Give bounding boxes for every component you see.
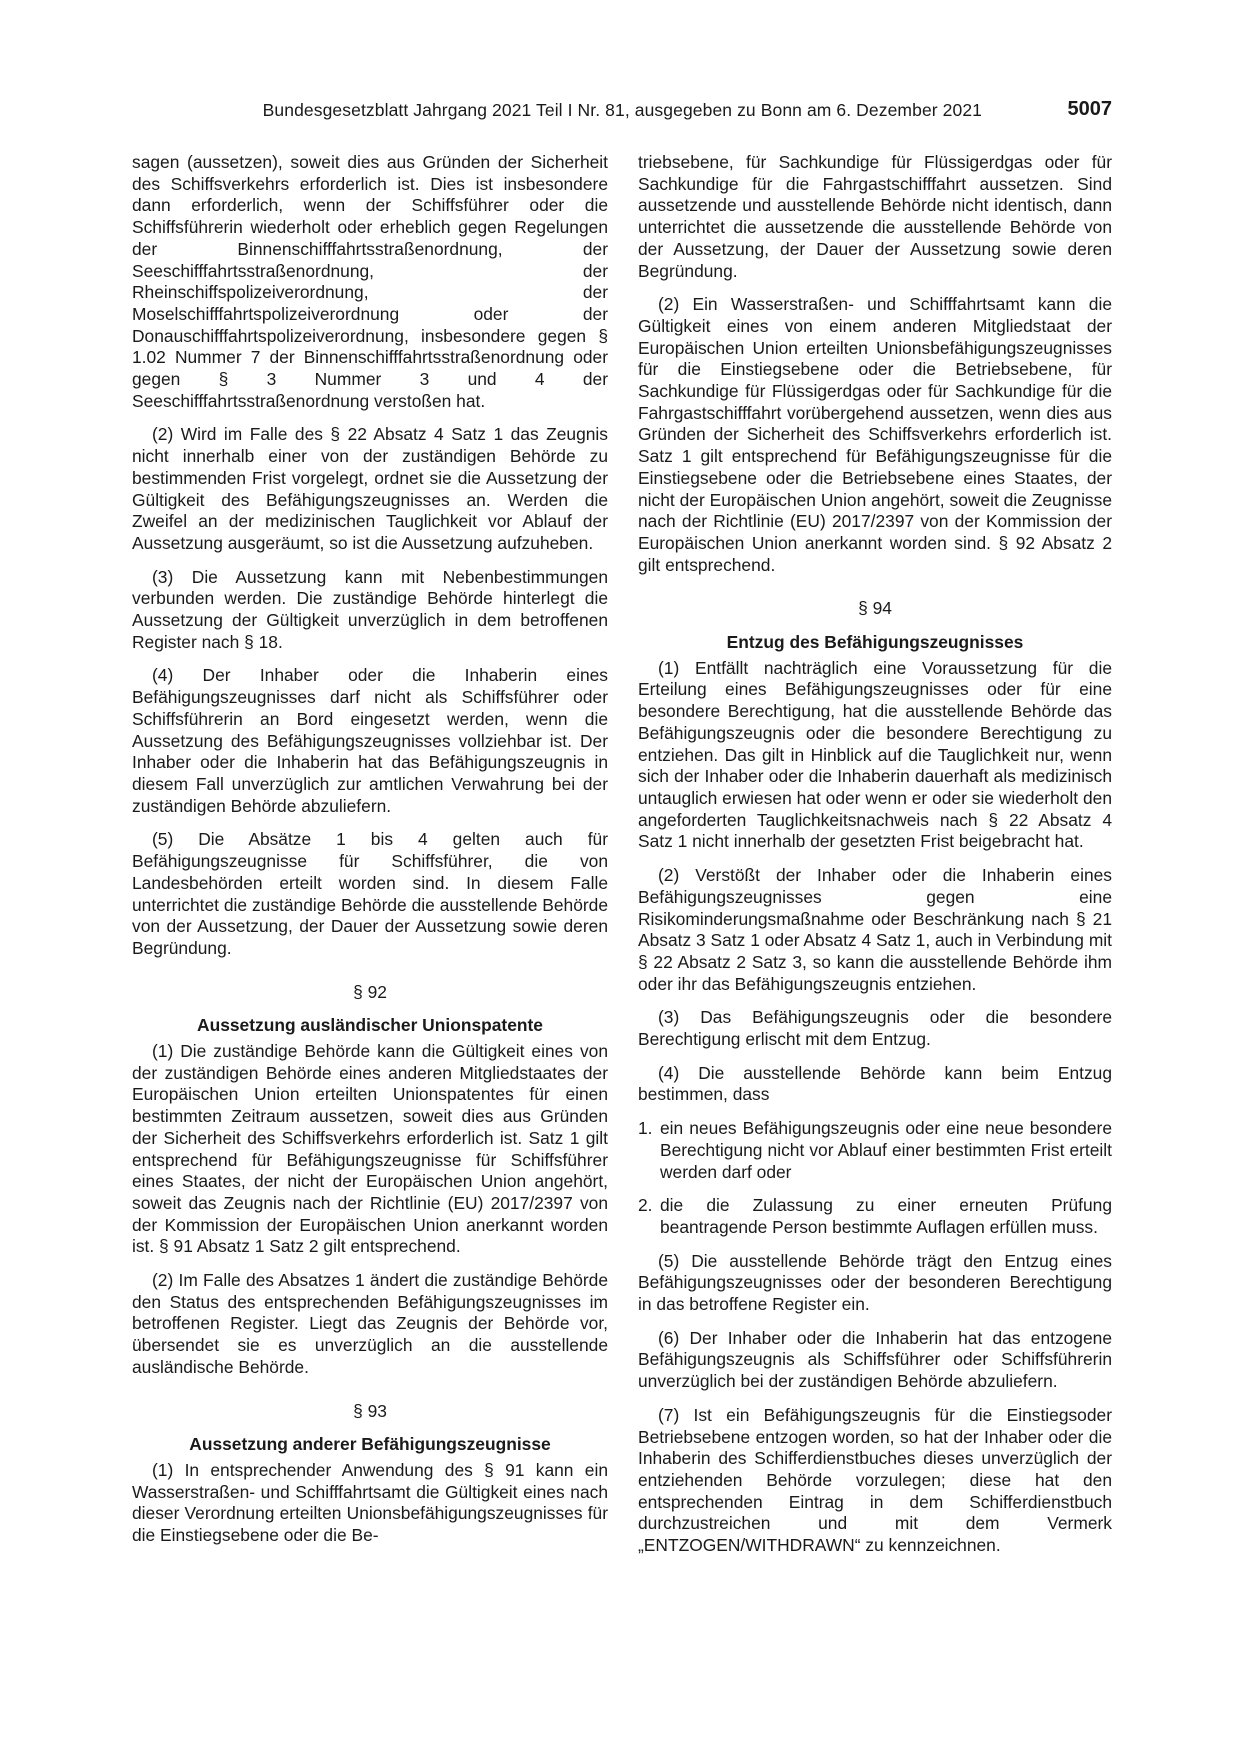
section-number: § 93 — [353, 1400, 387, 1421]
list-item — [638, 1195, 1112, 1238]
page-header — [132, 100, 1112, 130]
list-item-text: die die Zulassung zu einer erneuten Prüfung beantragende Person bestimmte Auflagen erfüllen muss. — [660, 1195, 1112, 1237]
paragraph: (7) Ist ein Befähigungszeugnis für die Einstiegsoder Betriebsebene entzogen worden, so hat der Inhaber oder die Inhaberin des Schifferdienstbuches dieses unverzüglich der entziehenden Behörde vorzulegen; diese hat den entsprechenden Eintrag in dem Schifferdienstbuch durchzustreichen und mit dem Vermerk „ENTZOGEN/WITHDRAWN“ zu kennzeichnen. — [638, 1404, 1112, 1556]
paragraph: (1) Entfällt nachträglich eine Voraussetzung für die Erteilung eines Befähigungszeugnisses oder für eine besondere Berechtigung, hat die ausstellende Behörde das Befähigungszeugnis oder die besondere Berechtigung zu entziehen. Das gilt in Hinblick auf die Tauglichkeit nur, wenn sich der Inhaber oder die Inhaberin dauerhaft als medizinisch untauglich erwiesen hat oder wenn er oder sie wiederholt den angeforderten Tauglichkeitsnachweis nach § 22 Absatz 4 Satz 1 nicht innerhalb der gesetzten Frist beigebracht hat. — [638, 657, 1112, 852]
right-column — [638, 152, 1112, 1569]
paragraph: (3) Die Aussetzung kann mit Nebenbestimmungen verbunden werden. Die zuständige Behörde hinterlegt die Aussetzung der Gültigkeit unverzüglich in dem betroffenen Register nach § 18. — [132, 566, 608, 652]
paragraph: (5) Die Absätze 1 bis 4 gelten auch für Befähigungszeugnisse für Schiffsführer, die von Landesbehörden erteilt worden sind. In diesem Falle unterrichtet die zuständige Behörde die ausstellende Behörde von der Aussetzung, der Dauer der Aussetzung sowie deren Begründung. — [132, 829, 608, 958]
left-column — [132, 152, 608, 1559]
section-number: § 94 — [858, 598, 892, 619]
paragraph: (4) Die ausstellende Behörde kann beim Entzug bestimmen, dass — [638, 1062, 1112, 1105]
page-number: 5007 — [1067, 98, 1112, 120]
paragraph: (2) Im Falle des Absatzes 1 ändert die zuständige Behörde den Status des entsprechenden Befähigungszeugnisses im betroffenen Register. Liegt das Zeugnis der Behörde vor, übersendet sie es unverzüglich an die ausstellende ausländische Behörde. — [132, 1270, 608, 1377]
list-marker: 1. — [638, 1118, 653, 1139]
paragraph: (2) Ein Wasserstraßen- und Schifffahrtsamt kann die Gültigkeit eines von einem anderen Mitgliedstaat der Europäischen Union erteilten Unionsbefähigungszeugnisses für die Einstiegsebene oder die Betriebsebene, für Sachkundige für Flüssigerdgas oder für Sachkundige für die Fahrgastschifffahrt vorübergehend aussetzen, wenn dies aus Gründen der Sicherheit des Schiffsverkehrs erforderlich ist. Satz 1 gilt entsprechend für Befähigungszeugnisse für die Einstiegsebene oder die Betriebsebene eines Staates, der nicht der Europäischen Union angehört, soweit die Zeugnisse nach der Richtlinie (EU) 2017/2397 von der Kommission der Europäischen Union anerkannt worden sind. § 92 Absatz 2 gilt entsprechend. — [638, 294, 1112, 575]
list-item-text: ein neues Befähigungszeugnis oder eine neue besondere Berechtigung nicht vor Ablauf einer bestimmten Frist erteilt werden darf oder — [660, 1118, 1112, 1182]
section-title: Aussetzung anderer Befähigungszeugnisse — [189, 1434, 551, 1455]
paragraph: (5) Die ausstellende Behörde trägt den Entzug eines Befähigungszeugnisses oder der besonderen Berechtigung in das betroffene Register ein. — [638, 1250, 1112, 1315]
paragraph: sagen (aussetzen), soweit dies aus Gründen der Sicherheit des Schiffsverkehrs erforderlich ist. Dies ist insbesondere dann erforderlich, wenn der Schiffsführer oder die Schiffsführerin wiederholt oder erheblich gegen Regelungen der Binnenschifffahrtsstraßenordnung, der Seeschifffahrtsstraßenordnung, der Rheinschiffspolizeiverordnung, der Moselschifffahrtspolizeiverordnung oder der Donauschifffahrtspolizeiverordnung, insbesondere gegen § 1.02 Nummer 7 der Binnenschifffahrtsstraßenordnung oder gegen § 3 Nummer 3 und 4 der Seeschifffahrtsstraßenordnung verstoßen hat. — [132, 152, 608, 411]
paragraph: (1) In entsprechender Anwendung des § 91 kann ein Wasserstraßen- und Schifffahrtsamt die Gültigkeit eines nach dieser Verordnung erteilten Unionsbefähigungszeugnisses für die Einstiegsebene oder die Be- — [132, 1459, 608, 1546]
paragraph: (2) Wird im Falle des § 22 Absatz 4 Satz 1 das Zeugnis nicht innerhalb einer von der zuständigen Behörde zu bestimmenden Frist vorgelegt, ordnet sie die Aussetzung der Gültigkeit des Befähigungszeugnisses an. Werden die Zweifel an der medizinischen Tauglichkeit vor Ablauf der Aussetzung ausgeräumt, so ist die Aussetzung aufzuheben. — [132, 424, 608, 553]
section-title: Aussetzung ausländischer Unionspatente — [197, 1015, 543, 1036]
paragraph: (3) Das Befähigungszeugnis oder die besondere Berechtigung erlischt mit dem Entzug. — [638, 1007, 1112, 1050]
list-item — [638, 1118, 1112, 1183]
paragraph: (2) Verstößt der Inhaber oder die Inhaberin eines Befähigungszeugnisses gegen eine Risikominderungsmaßnahme oder Beschränkung nach § 21 Absatz 3 Satz 1 oder Absatz 4 Satz 1, auch in Verbindung mit § 22 Absatz 2 Satz 3, so kann die ausstellende Behörde ihm oder ihr das Befähigungszeugnis entziehen. — [638, 865, 1112, 994]
numbered-list — [638, 1118, 1112, 1239]
paragraph: triebsebene, für Sachkundige für Flüssigerdgas oder für Sachkundige für die Fahrgastschifffahrt aussetzen. Sind aussetzende und ausstellende Behörde nicht identisch, dann unterrichtet die aussetzende die ausstellende Behörde von der Aussetzung, der Dauer der Aussetzung sowie deren Begründung. — [638, 152, 1112, 281]
section-number: § 92 — [353, 981, 387, 1002]
section-title: Entzug des Befähigungszeugnisses — [726, 632, 1024, 653]
paragraph: (1) Die zuständige Behörde kann die Gültigkeit eines von der zuständigen Behörde eines anderen Mitgliedstaates der Europäischen Union erteilten Unionspatentes für einen bestimmten Zeitraum aussetzen, soweit dies aus Gründen der Sicherheit des Schiffsverkehrs erforderlich ist. Satz 1 gilt entsprechend für Befähigungszeugnisse für Schiffsführer eines Staates, der nicht der Europäischen Union angehört, soweit das Zeugnis nach der Richtlinie (EU) 2017/2397 von der Kommission der Europäischen Union anerkannt worden ist. § 91 Absatz 1 Satz 2 gilt entsprechend. — [132, 1041, 608, 1257]
paragraph: (4) Der Inhaber oder die Inhaberin eines Befähigungszeugnisses darf nicht als Schiffsführer oder Schiffsführerin an Bord eingesetzt werden, wenn die Aussetzung des Befähigungszeugnisses vollziehbar ist. Der Inhaber oder die Inhaberin hat das Befähigungszeugnis in diesem Fall unverzüglich zur amtlichen Verwahrung bei der zuständigen Behörde abzuliefern. — [132, 665, 608, 816]
paragraph: (6) Der Inhaber oder die Inhaberin hat das entzogene Befähigungszeugnis als Schiffsführer oder Schiffsführerin unverzüglich bei der zuständigen Behörde abzuliefern. — [638, 1327, 1112, 1392]
list-marker: 2. — [638, 1195, 653, 1216]
running-header: Bundesgesetzblatt Jahrgang 2021 Teil I Nr. 81, ausgegeben zu Bonn am 6. Dezember 2021 — [262, 100, 982, 120]
